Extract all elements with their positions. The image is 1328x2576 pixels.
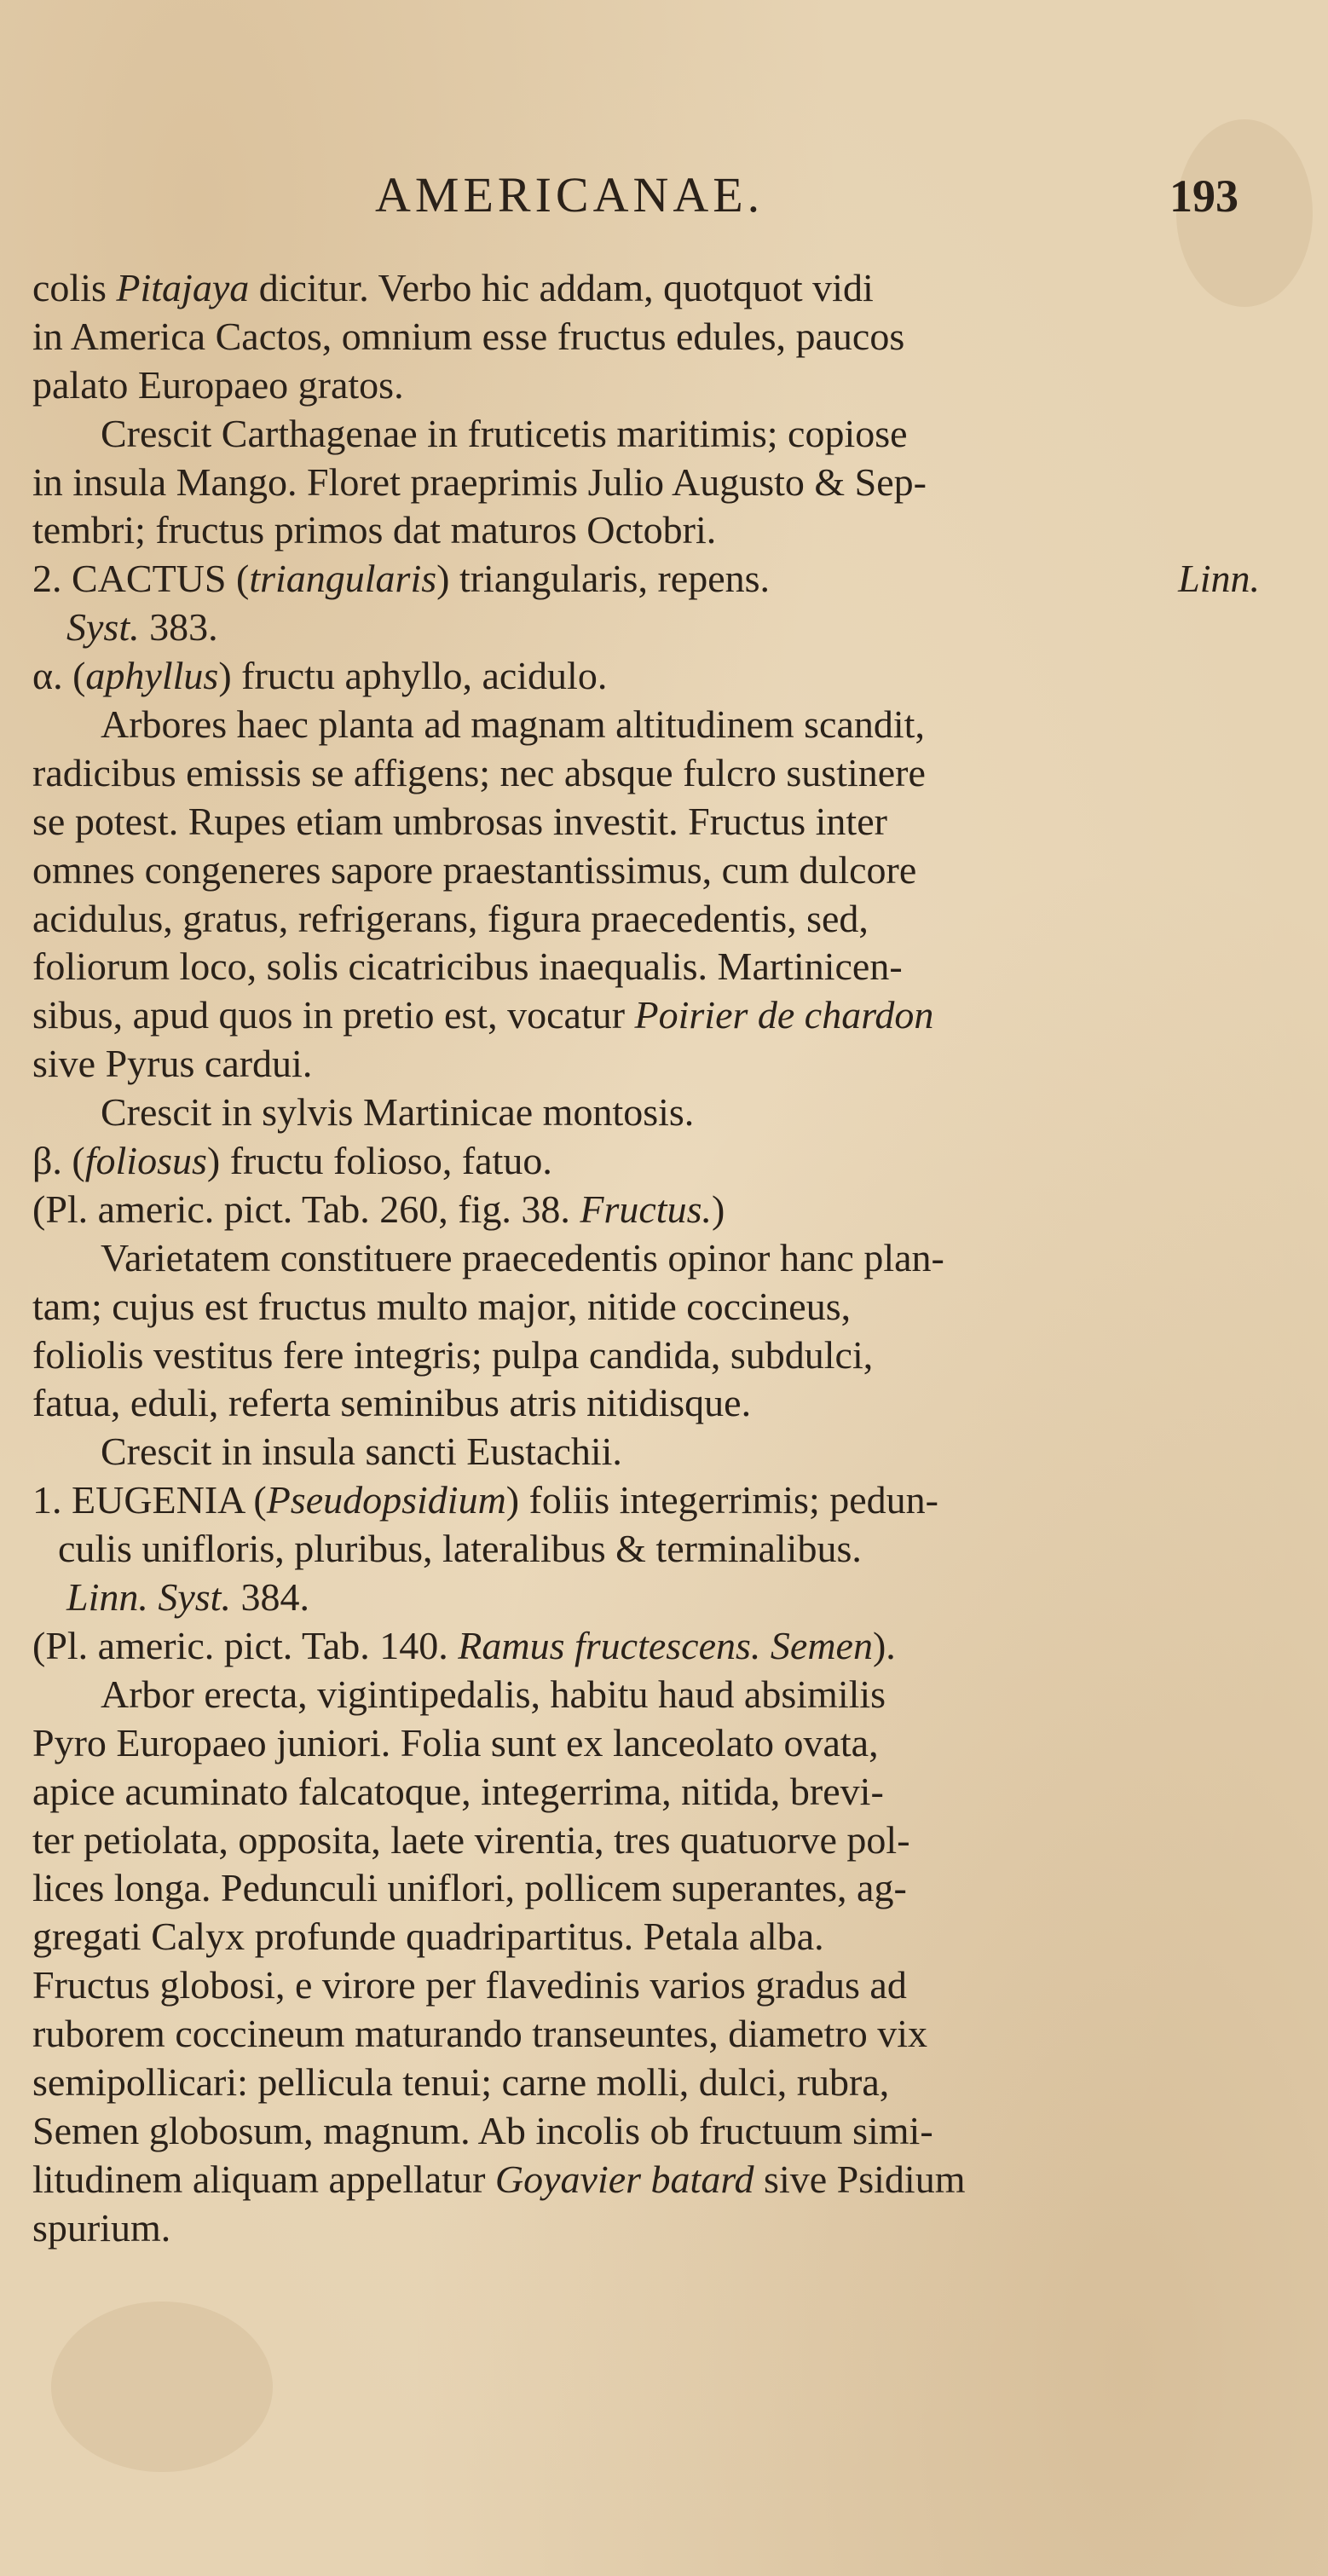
text-segment: 383. [139, 605, 218, 650]
text-line [32, 1331, 1260, 1380]
text-segment: litudinem aliquam appellatur [32, 2157, 495, 2201]
text-segment: Crescit in sylvis Martinicae montosis. [101, 1090, 695, 1135]
running-head: AMERICANAE. [375, 167, 765, 222]
text-segment: spurium. [32, 2205, 171, 2250]
italic-text: Linn. Syst. [66, 1575, 231, 1620]
paper-stain [51, 2302, 273, 2472]
text-line [32, 1864, 1260, 1913]
text-line [32, 1137, 1260, 1186]
text-segment: 1. EUGENIA ( [32, 1478, 267, 1522]
text-line [32, 1234, 1260, 1283]
italic-text: Poirier de chardon [634, 993, 934, 1037]
text-segment: (Pl. americ. pict. Tab. 140. [32, 1623, 459, 1667]
page-header [0, 166, 1328, 234]
text-line [32, 313, 1260, 361]
text-segment: Crescit in insula sancti Eustachii. [101, 1430, 622, 1474]
text-segment: fatua, eduli, referta seminibus atris nitidisque. [32, 1381, 752, 1425]
italic-text: Goyavier batard [494, 2157, 754, 2201]
text-segment: Varietatem constituere praecedentis opinor hanc plan- [101, 1235, 944, 1279]
text-segment: Fructus globosi, e virore per flavedinis varios gradus ad [32, 1963, 907, 2007]
text-segment: in America Cactos, omnium esse fructus edules, paucos [32, 314, 905, 358]
text-line [32, 264, 1260, 313]
text-line [32, 1283, 1260, 1331]
text-line [32, 361, 1260, 410]
text-segment: se potest. Rupes etiam umbrosas investit. Fructus inter [32, 799, 887, 843]
text-segment: dicitur. Verbo hic addam, quotquot vidi [249, 266, 874, 309]
text-line [32, 846, 1260, 895]
italic-text: triangularis [249, 557, 437, 601]
body-text [32, 264, 1260, 2253]
text-line [32, 1428, 1260, 1476]
text-segment: sive Psidium [753, 2157, 966, 2201]
text-segment: omnes congeneres sapore praestantissimus, cum dulcore [32, 847, 917, 892]
text-line [32, 943, 1260, 991]
text-line [32, 410, 1260, 459]
text-line [32, 555, 1260, 604]
text-line [32, 1574, 1260, 1622]
text-segment: colis [32, 266, 117, 309]
italic-text: Fructus. [580, 1187, 712, 1231]
text-segment: (Pl. americ. pict. Tab. 260, fig. 38. [32, 1187, 580, 1231]
text-line [32, 652, 1260, 701]
text-segment: palato Europaeo gratos. [32, 362, 404, 407]
text-segment: tam; cujus est fructus multo major, nitide coccineus, [32, 1284, 852, 1328]
page-number: 193 [1169, 170, 1239, 222]
text-line [32, 1525, 1260, 1574]
text-segment: foliolis vestitus fere integris; pulpa candida, subdulci, [32, 1332, 874, 1377]
text-segment: β. ( [32, 1139, 85, 1183]
italic-text: Ramus fructescens. Semen [458, 1623, 873, 1667]
text-segment: Arbores haec planta ad magnam altitudinem scandit, [101, 702, 925, 747]
text-segment: sibus, apud quos in pretio est, vocatur [32, 993, 635, 1037]
text-line [32, 1816, 1260, 1865]
text-line [32, 1476, 1260, 1525]
italic-text: foliosus [84, 1139, 207, 1183]
text-line [32, 1719, 1260, 1768]
text-line [32, 1961, 1260, 2010]
text-segment: lices longa. Pedunculi uniflori, pollicem superantes, ag- [32, 1866, 907, 1910]
text-line [32, 798, 1260, 846]
text-segment: sive Pyrus cardui. [32, 1042, 313, 1086]
text-segment: tembri; fructus primos dat maturos Octobri. [32, 508, 717, 552]
text-line [32, 2107, 1260, 2156]
text-line [32, 1768, 1260, 1816]
italic-text: aphyllus [85, 654, 219, 698]
text-segment: foliorum loco, solis cicatricibus inaequalis. Martinicen- [32, 944, 903, 989]
text-segment: apice acuminato falcatoque, integerrima, nitida, brevi- [32, 1769, 884, 1813]
text-line [32, 459, 1260, 507]
text-line [32, 1186, 1260, 1234]
text-segment: 2. CACTUS ( [32, 557, 250, 601]
text-line [32, 701, 1260, 749]
right-reference: Linn. [1178, 557, 1260, 601]
text-segment: ). [872, 1623, 896, 1667]
text-line [32, 1040, 1260, 1089]
text-line [32, 2059, 1260, 2107]
italic-text: Pitajaya [116, 266, 250, 309]
italic-text: Pseudopsidium [266, 1478, 506, 1522]
text-segment: ) foliis integerrimis; pedun- [505, 1478, 938, 1522]
text-segment: ) fructu aphyllo, acidulo. [218, 654, 608, 698]
text-line [32, 991, 1260, 1040]
text-line [32, 1379, 1260, 1428]
text-segment: Pyro Europaeo juniori. Folia sunt ex lanceolato ovata, [32, 1720, 879, 1765]
text-segment: α. ( [32, 654, 86, 698]
text-line [32, 1671, 1260, 1719]
text-line [32, 895, 1260, 944]
text-line [32, 2204, 1260, 2253]
text-segment: ) [711, 1187, 725, 1231]
text-line [32, 2010, 1260, 2059]
text-line [32, 1913, 1260, 1961]
text-segment: Crescit Carthagenae in fruticetis maritimis; copiose [101, 411, 908, 455]
text-segment: 384. [230, 1575, 309, 1620]
text-segment: Semen globosum, magnum. Ab incolis ob fructuum simi- [32, 2108, 933, 2152]
text-segment: ruborem coccineum maturando transeuntes, diametro vix [32, 2012, 927, 2056]
text-line [32, 2156, 1260, 2204]
text-segment: gregati Calyx profunde quadripartitus. Petala alba. [32, 1915, 824, 1959]
text-segment: Arbor erecta, vigintipedalis, habitu haud absimilis [101, 1672, 886, 1716]
text-segment: ter petiolata, opposita, laete virentia, tres quatuorve pol- [32, 1817, 910, 1862]
text-segment: radicibus emissis se affigens; nec absque fulcro sustinere [32, 750, 926, 794]
text-line [32, 749, 1260, 798]
text-segment: acidulus, gratus, refrigerans, figura praecedentis, sed, [32, 896, 869, 940]
text-line [32, 1089, 1260, 1137]
text-segment: ) fructu folioso, fatuo. [206, 1139, 552, 1183]
text-segment: ) triangularis, repens. [436, 557, 771, 601]
text-line [32, 506, 1260, 555]
text-segment: in insula Mango. Floret praeprimis Julio Augusto & Sep- [32, 459, 927, 504]
text-segment: semipollicari: pellicula tenui; carne molli, dulci, rubra, [32, 2059, 890, 2104]
text-segment: culis unifloris, pluribus, lateralibus & terminalibus. [58, 1527, 862, 1571]
text-line [32, 1622, 1260, 1671]
text-line [32, 604, 1260, 652]
italic-text: Syst. [66, 605, 140, 650]
